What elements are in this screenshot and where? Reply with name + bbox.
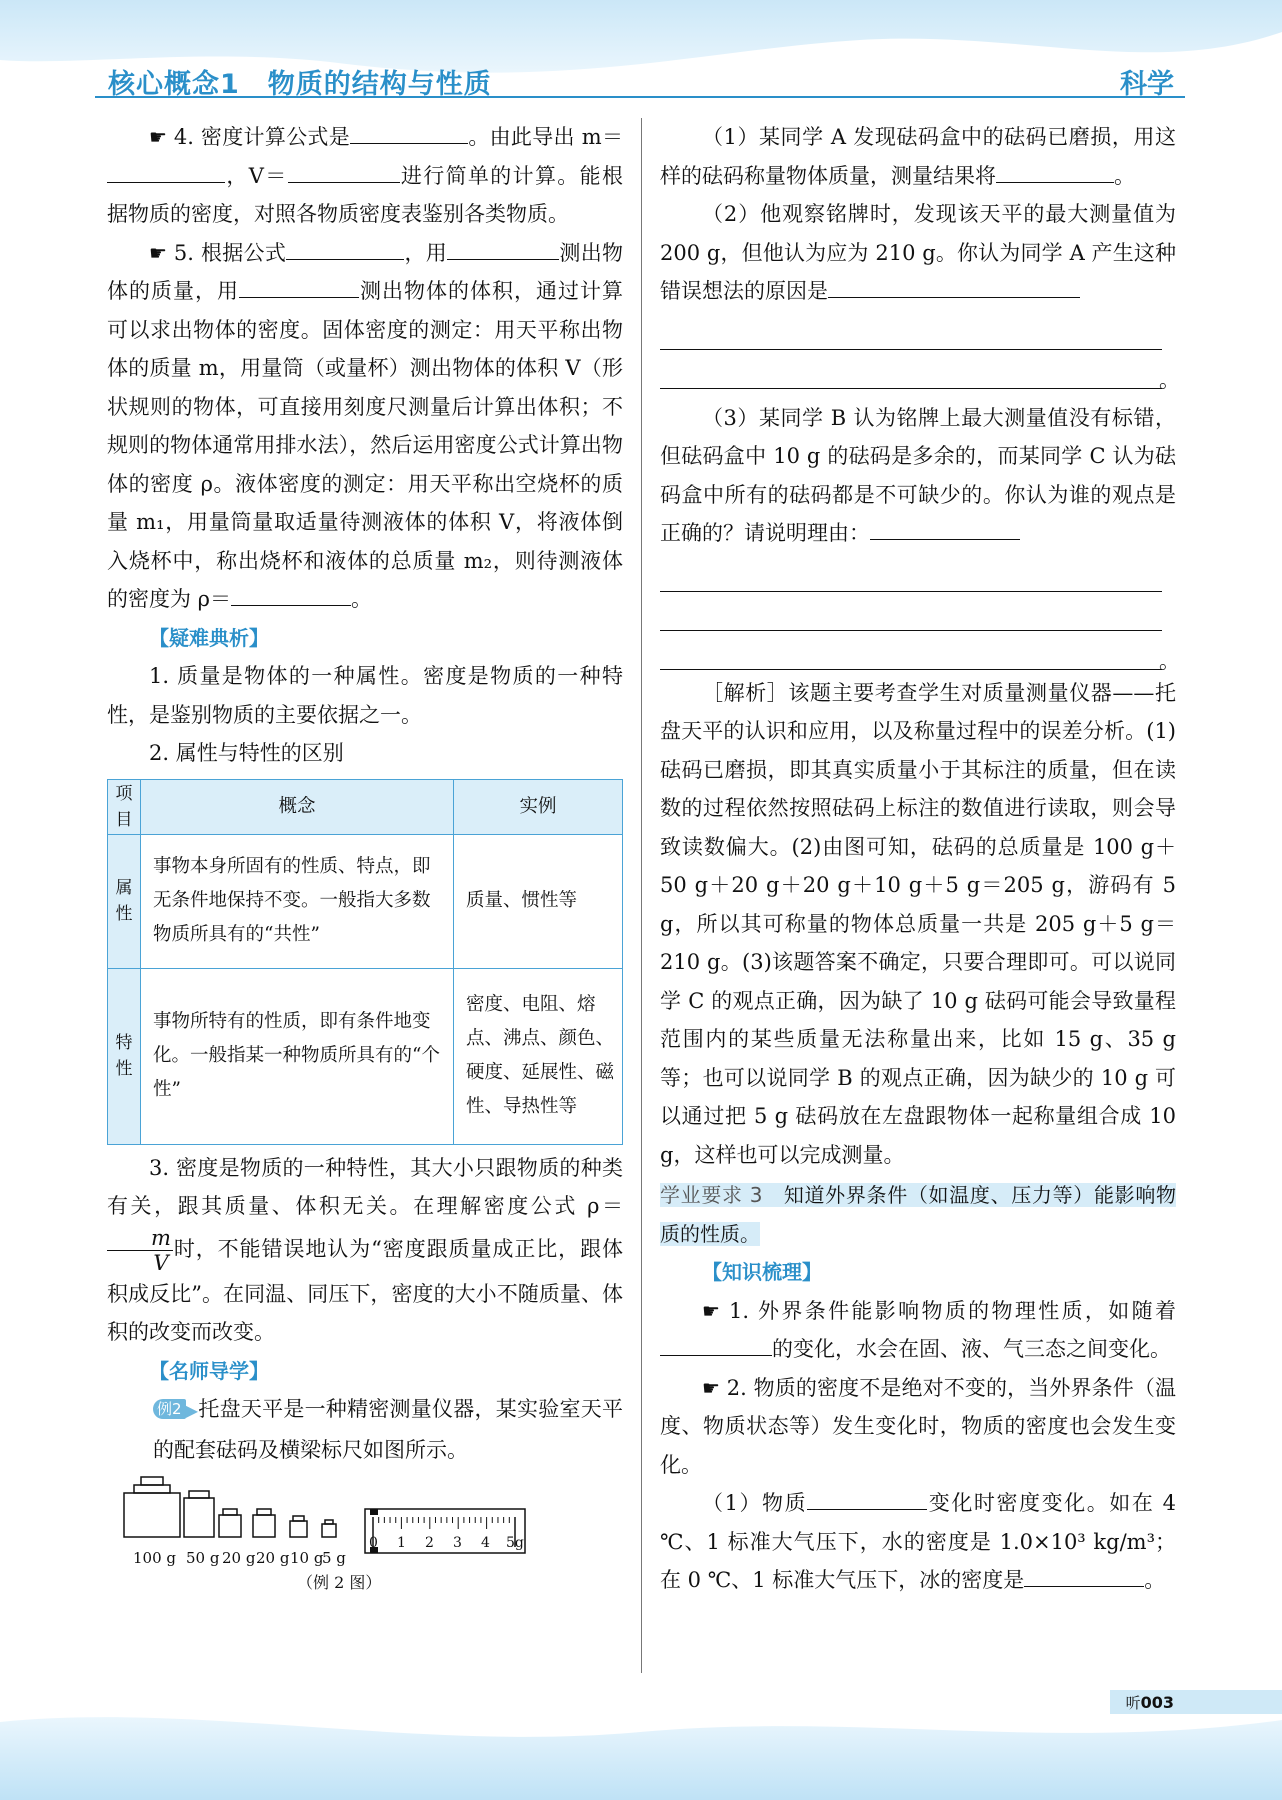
table-cell: 密度、电阻、熔点、沸点、颜色、硬度、延展性、磁性、导热性等 — [454, 968, 623, 1144]
play-triangle-icon: ▶ — [185, 1401, 199, 1420]
answer-blank[interactable] — [286, 238, 404, 260]
scale-tick-label: 1 — [397, 1535, 406, 1551]
analysis: ［解析］该题主要考查学生对质量测量仪器——托盘天平的认识和应用，以及称量过程中的误差分析。(1)砝码已磨损，即其真实质量小于其标注的质量，但在读数的过程依然按照砝码上标注的数值进行读取，则会导致读数偏大。(2)由图可知，砝码的总质量是 100 g＋50 g＋20 g＋20 g＋10 g＋5 g＝205 g，游码有 5 g，所以其可称量的物体总质量一共是 205 g＋5 g＝210 g。(3)该题答案不确定，只要合理即可。可以说同学 C 的观点正确，因为缺了 10 g 砝码可能会导致量程范围内的某些质量无法称量出来，比如 15 g、35 g 等；也可以说同学 B 的观点正确，因为缺少的 10 g 可以通过把 5 g 砝码放在左盘跟物体一起称量组合成 10 g，这样也可以完成测量。 — [660, 680, 1177, 1167]
scale-labels — [107, 1524, 623, 1551]
answer-blank[interactable] — [350, 122, 468, 144]
right-column — [660, 118, 1180, 1600]
knowledge-1: ☛ 1. 外界条件能影响物质的物理性质，如随着的变化，水会在固、液、气三态之间变化。 — [660, 1292, 1176, 1369]
question-4: ☛ 4. 密度计算公式是 。由此导出 m＝，V＝ 进行简单的计算。能根据物质的密度，对照各物质密度表鉴别各类物质。 — [107, 118, 623, 234]
weight-label: 20 g — [222, 1549, 256, 1567]
column-divider — [641, 118, 642, 1673]
sub-question-1: （1）某同学 A 发现砝码盒中的砝码已磨损，用这样的砝码称量物体质量，测量结果将 。 — [660, 125, 1176, 188]
answer-line[interactable]: 。 — [660, 350, 1162, 389]
point-1: 1. 质量是物体的一种属性。密度是物质的一种特性，是鉴别物质的主要依据之一。 — [107, 664, 623, 727]
answer-blank[interactable] — [828, 276, 1080, 298]
table-header-concept: 概念 — [141, 779, 454, 834]
answer-blank[interactable] — [1024, 1565, 1144, 1587]
scale-tick-label: 2 — [425, 1535, 434, 1551]
weight-label: 100 g — [133, 1549, 177, 1567]
table-row-label: 属性 — [108, 834, 141, 968]
pointing-hand-icon: ☛ — [702, 1375, 720, 1400]
answer-blank[interactable] — [996, 161, 1114, 183]
section-heading: 【疑难典析】 — [149, 625, 269, 650]
weight-label: 5 g — [322, 1549, 346, 1567]
requirement-3: 学业要求 3 知道外界条件（如温度、压力等）能影响物质的性质。 — [660, 1183, 1177, 1246]
scale-tick-label: 4 — [481, 1535, 490, 1551]
example-2: 例2 ▶托盘天平是一种精密测量仪器，某实验室天平的配套砝码及横梁标尺如图所示。 — [153, 1397, 623, 1462]
left-column — [107, 118, 624, 1592]
knowledge-2: ☛ 2. 物质的密度不是绝对不变的，当外界条件（温度、物质状态等）发生变化时，物质的密度也会发生变化。 — [660, 1375, 1176, 1477]
answer-blank[interactable] — [870, 518, 1020, 540]
density-fraction: $\frac{m}{V}$ — [107, 1226, 173, 1275]
table-header-item: 项目 — [108, 779, 141, 834]
weight-label: 50 g — [186, 1549, 220, 1567]
sub-question-3: （3）某同学 B 认为铭牌上最大测量值没有标错，但砝码盒中 10 g 的砝码是多余的，而某同学 C 认为砝码盒中所有的砝码都是不可缺少的。你认为谁的观点是正确的？请说明理由： — [660, 405, 1176, 545]
chapter-title: 核心概念1 物质的结构与性质 — [108, 69, 492, 100]
figure-caption: （例 2 图） — [297, 1573, 382, 1592]
pointing-hand-icon: ☛ — [149, 125, 167, 149]
point-3: 3. 密度是物质的一种特性，其大小只跟物质的种类有关，跟其质量、体积无关。在理解密度公式 ρ＝ $\frac{m}{V}$ 时，不能错误地认为“密度跟质量成正比，跟体积成反比”。在同温、同压下，密度的大小不随质量、体积的改变而改变。 — [107, 1155, 623, 1344]
answer-blank[interactable] — [660, 1334, 772, 1356]
knowledge-3: （1）物质 变化时密度变化。如在 4 ℃、1 标准大气压下，水的密度是 1.0×10³ kg/m³；在 0 ℃、1 标准大气压下，冰的密度是 。 — [660, 1484, 1176, 1600]
table-header-example: 实例 — [454, 779, 623, 834]
scale-tick-label: 0 — [369, 1535, 378, 1551]
footer-wave-band — [0, 1682, 1282, 1800]
table-cell: 事物所特有的性质，即有条件地变化。一般指某一种物质所具有的“个性” — [141, 968, 454, 1144]
table-row-label: 特性 — [108, 968, 141, 1144]
answer-line[interactable] — [660, 311, 1162, 350]
page-number: 听003 — [1125, 1693, 1174, 1712]
table-cell: 质量、惯性等 — [454, 834, 623, 968]
table-cell: 事物本身所固有的性质、特点，即无条件地保持不变。一般指大多数物质所具有的“共性” — [141, 834, 454, 968]
answer-line[interactable]: 。 — [660, 631, 1162, 670]
section-heading: 【知识梳理】 — [702, 1260, 822, 1284]
sub-question-2: （2）他观察铭牌时，发现该天平的最大测量值为 200 g，但他认为应为 210 g。你认为同学 A 产生这种错误想法的原因是 — [660, 202, 1176, 303]
analysis-label: ［解析］ — [702, 680, 789, 705]
pointing-hand-icon: ☛ — [149, 240, 167, 265]
section-heading: 【名师导学】 — [149, 1358, 269, 1383]
scale-tick-label: 3 — [453, 1535, 462, 1551]
answer-blank[interactable] — [447, 238, 559, 260]
answer-blank[interactable] — [231, 584, 351, 606]
weight-label: 20 g — [256, 1549, 290, 1567]
question-5: ☛ 5. 根据公式 ，用 测出物体的质量，用 测出物体的体积，通过计算可以求出物体的密度。固体密度的测定：用天平称出物体的质量 m，用量筒（或量杯）测出物体的体积 V（形状规则的物体，可直接用刻度尺测量后计算出体积；不规则的物体通常用排水法），然后运用密度公式计算出物体的密度 ρ。液体密度的测定：用天平称出空烧杯的质量 m₁，用量筒量取适量待测液体的体积 V，将液体倒入烧杯中，称出烧杯和液体的总质量 m₂，则待测液体的密度为 ρ＝ 。 — [107, 234, 623, 619]
point-2: 2. 属性与特性的区别 — [149, 741, 344, 765]
answer-blank[interactable] — [807, 1488, 927, 1510]
answer-blank[interactable] — [288, 161, 400, 183]
comparison-table — [107, 779, 623, 1145]
weight-label: 10 g — [290, 1549, 324, 1567]
answer-blank[interactable] — [107, 161, 225, 183]
pointing-hand-icon: ☛ — [702, 1298, 720, 1323]
example-badge: 例2 — [153, 1399, 186, 1419]
answer-line[interactable] — [660, 592, 1162, 631]
answer-blank[interactable] — [239, 276, 359, 298]
scale-tick-label: 5g — [506, 1535, 524, 1551]
weights-figure — [107, 1469, 623, 1592]
subject-label: 科学 — [1120, 69, 1174, 100]
answer-line[interactable] — [660, 553, 1162, 592]
